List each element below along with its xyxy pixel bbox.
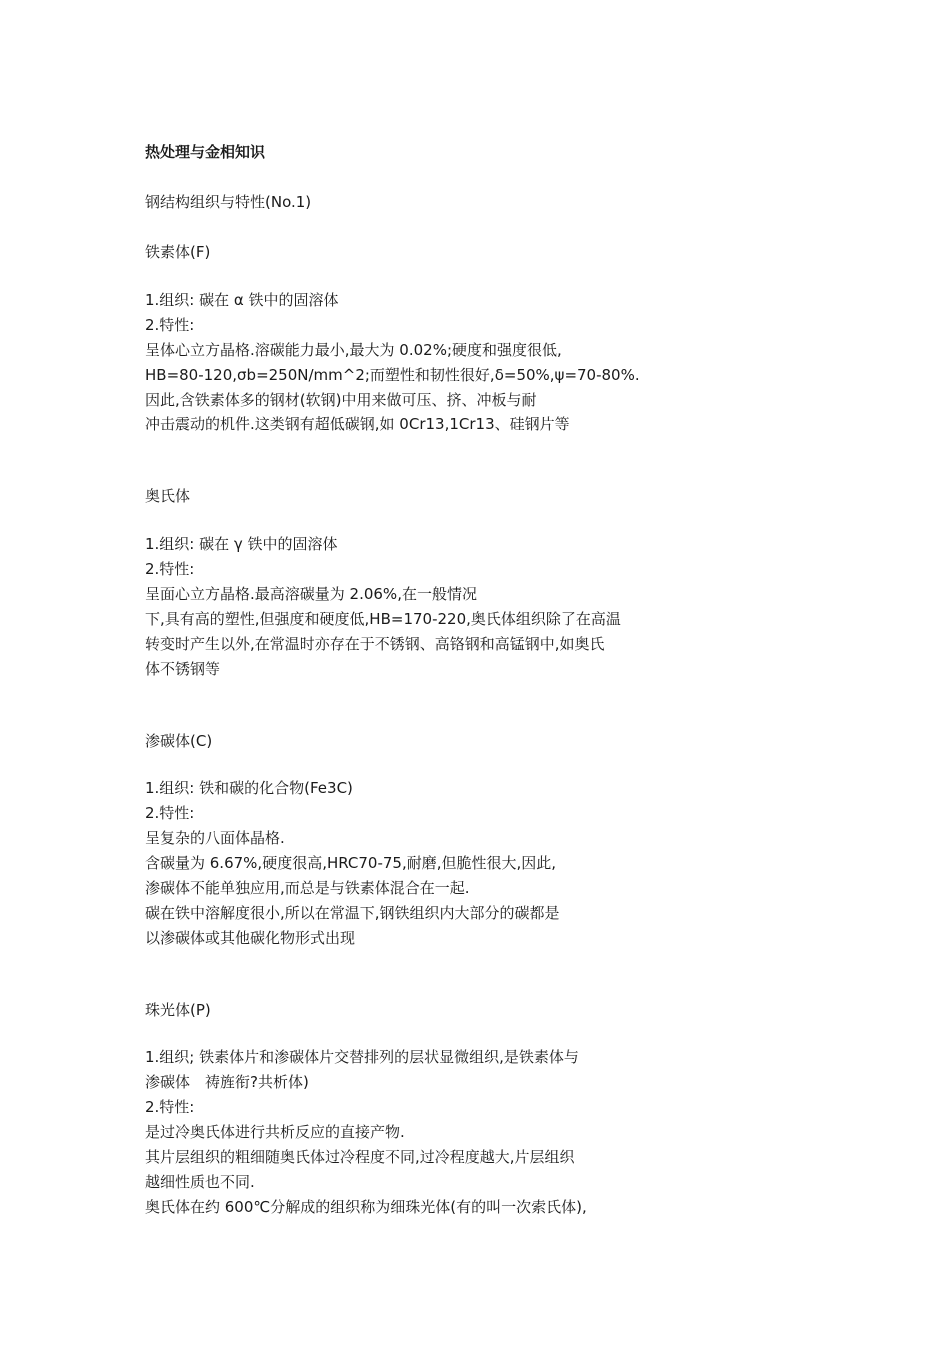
section-line: 奥氏体在约 600℃分解成的组织称为细珠光体(有的叫一次索氏体), — [145, 1198, 587, 1216]
section-line: 1.组织: 碳在 γ 铁中的固溶体 — [145, 535, 338, 553]
section-line: 2.特性: — [145, 560, 195, 578]
section-line: 以渗碳体或其他碳化物形式出现 — [145, 929, 356, 947]
section-line: 渗碳体不能单独应用,而总是与铁素体混合在一起. — [145, 879, 470, 897]
section-heading-ferrite: 铁素体(F) — [145, 243, 211, 261]
section-line: 因此,含铁素体多的钢材(软钢)中用来做可压、挤、冲板与耐 — [145, 391, 537, 409]
section-heading-pearlite: 珠光体(P) — [145, 1001, 211, 1019]
section-heading-austenite: 奥氏体 — [145, 487, 191, 505]
section-line: 呈复杂的八面体晶格. — [145, 829, 285, 847]
section-line: 1.组织: 碳在 α 铁中的固溶体 — [145, 291, 339, 309]
section-line: 1.组织; 铁素体片和渗碳体片交替排列的层状显微组织,是铁素体与 — [145, 1048, 579, 1066]
section-line: 2.特性: — [145, 1098, 195, 1116]
section-line: 下,具有高的塑性,但强度和硬度低,HB=170-220,奥氏体组织除了在高温 — [145, 610, 621, 628]
section-line: 越细性质也不同. — [145, 1173, 255, 1191]
section-heading-cementite: 渗碳体(C) — [145, 732, 213, 750]
document-subtitle: 钢结构组织与特性(No.1) — [145, 193, 312, 211]
section-line: 其片层组织的粗细随奥氏体过冷程度不同,过冷程度越大,片层组织 — [145, 1148, 575, 1166]
section-line: 含碳量为 6.67%,硬度很高,HRC70-75,耐磨,但脆性很大,因此, — [145, 854, 557, 872]
section-line: 呈面心立方晶格.最高溶碳量为 2.06%,在一般情况 — [145, 585, 477, 603]
section-line: HB=80-120,σb=250N/mm^2;而塑性和韧性很好,δ=50%,ψ=70-80%. — [145, 366, 640, 384]
section-line: 转变时产生以外,在常温时亦存在于不锈钢、高铬钢和高锰钢中,如奥氏 — [145, 635, 605, 653]
section-line: 2.特性: — [145, 804, 195, 822]
section-line: 1.组织: 铁和碳的化合物(Fe3C) — [145, 779, 353, 797]
section-line: 冲击震动的机件.这类钢有超低碳钢,如 0Cr13,1Cr13、硅钢片等 — [145, 415, 570, 433]
document-title: 热处理与金相知识 — [145, 143, 266, 161]
section-line: 是过冷奥氏体进行共析反应的直接产物. — [145, 1123, 405, 1141]
section-line: 渗碳体 祷旌衔?共析体) — [145, 1073, 309, 1091]
section-line: 体不锈钢等 — [145, 660, 221, 678]
section-line: 碳在铁中溶解度很小,所以在常温下,钢铁组织内大部分的碳都是 — [145, 904, 560, 922]
section-line: 呈体心立方晶格.溶碳能力最小,最大为 0.02%;硬度和强度很低, — [145, 341, 562, 359]
section-line: 2.特性: — [145, 316, 195, 334]
